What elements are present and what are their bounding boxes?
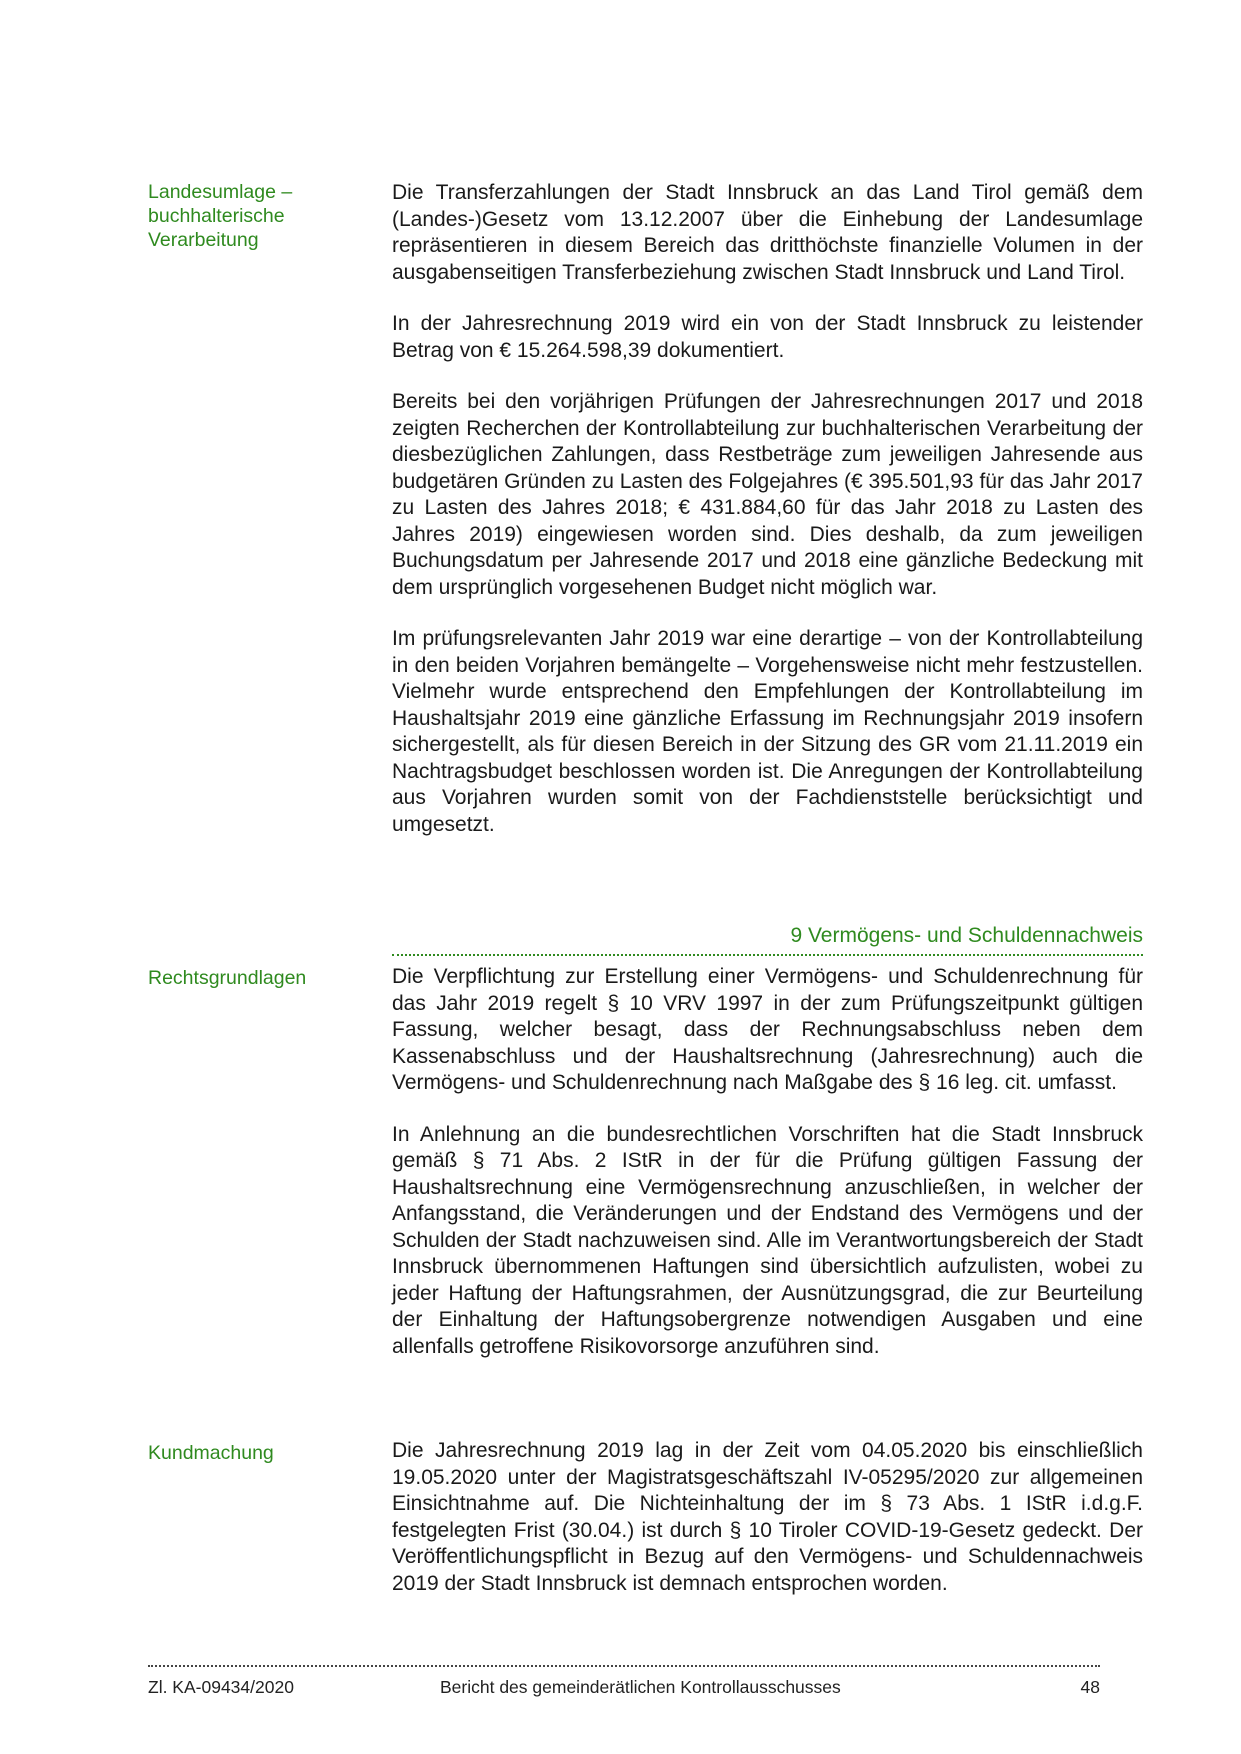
paragraph: In Anlehnung an die bundesrechtlichen Vorschriften hat die Stadt Innsbruck gemäß § 71 Abs. 2 IStR in der für die Prüfung gültigen Fassung der Haushaltsrechnung eine Vermögensrechnung anzuschließen, in welcher der Anfangsstand, die Veränderungen und der Endstand des Vermögens und der Schulden der Stadt nachzuweisen sind. Alle im Verantwortungsbereich der Stadt Innsbruck übernommenen Haftungen sind übersichtlich aufzulisten, wobei zu jeder Haftung der Haftungsrahmen, der Ausnützungsgrad, die zur Beurteilung der Einhaltung der Haftungsobergrenze notwendigen Ausgaben und eine allenfalls getroffene Risikovorsorge anzuführen sind.: [392, 1122, 1143, 1358]
margin-label-rechtsgrundlagen: Rechtsgrundlagen: [148, 967, 307, 989]
footer-reference: Zl. KA-09434/2020: [148, 1677, 294, 1697]
section-kundmachung-body: [392, 1438, 1143, 1622]
section-rechtsgrundlagen-body: [392, 964, 1143, 1385]
footer-divider: [148, 1665, 1100, 1667]
section-heading: 9 Vermögens- und Schuldennachweis: [790, 924, 1143, 947]
footer-title: Bericht des gemeinderätlichen Kontrollausschusses: [440, 1677, 841, 1697]
margin-label-kundmachung: Kundmachung: [148, 1442, 274, 1464]
margin-label-landesumlage: [148, 180, 353, 252]
paragraph: In der Jahresrechnung 2019 wird ein von der Stadt Innsbruck zu leistender Betrag von € 15.264.598,39 dokumentiert.: [392, 312, 1143, 362]
margin-label-line: Verarbeitung: [148, 229, 259, 251]
paragraph: Die Jahresrechnung 2019 lag in der Zeit vom 04.05.2020 bis einschließlich 19.05.2020 unter der Magistratsgeschäftszahl IV-05295/2020 zur allgemeinen Einsichtnahme auf. Die Nichteinhaltung der im § 73 Abs. 1 IStR i.d.g.F. festgelegten Frist (30.04.) ist durch § 10 Tiroler COVID-19-Gesetz gedeckt. Der Veröffentlichungspflicht in Bezug auf den Vermögens- und Schuldennachweis 2019 der Stadt Innsbruck ist demnach entsprochen worden.: [392, 1439, 1143, 1595]
section-landesumlage-body: [392, 180, 1143, 863]
paragraph: Die Transferzahlungen der Stadt Innsbruck an das Land Tirol gemäß dem (Landes-)Gesetz vom 13.12.2007 über die Einhebung der Landesumlage repräsentieren in diesem Bereich das dritthöchste finanzielle Volumen in der ausgabenseitigen Transferbeziehung zwischen Stadt Innsbruck und Land Tirol.: [392, 181, 1143, 284]
margin-label-line: Landesumlage –: [148, 181, 293, 203]
margin-label-line: buchhalterische: [148, 205, 285, 227]
paragraph: Bereits bei den vorjährigen Prüfungen der Jahresrechnungen 2017 und 2018 zeigten Recherchen der Kontrollabteilung zur buchhalterischen Verarbeitung der diesbezüglichen Zahlungen, dass Restbeträge zum jeweiligen Jahresende aus budgetären Gründen zu Lasten des Folgejahres (€ 395.501,93 für das Jahr 2017 zu Lasten des Jahres 2018; € 431.884,60 für das Jahr 2018 zu Lasten des Jahres 2019) eingewiesen worden sind. Dies deshalb, da zum jeweiligen Buchungsdatum per Jahresende 2017 und 2018 eine gänzliche Bedeckung mit dem ursprünglich vorgesehenen Budget nicht möglich war.: [392, 390, 1143, 599]
section-divider: [392, 954, 1143, 956]
paragraph: Im prüfungsrelevanten Jahr 2019 war eine derartige – von der Kontrollabteilung in den beiden Vorjahren bemängelte – Vorgehensweise nicht mehr festzustellen. Vielmehr wurde entsprechend den Empfehlungen der Kontrollabteilung im Haushaltsjahr 2019 eine gänzliche Erfassung im Rechnungsjahr 2019 insofern sichergestellt, als für diesen Bereich in der Sitzung des GR vom 21.11.2019 ein Nachtragsbudget beschlossen worden ist. Die Anregungen der Kontrollabteilung aus Vorjahren wurden somit von der Fachdienststelle berücksichtigt und umgesetzt.: [392, 627, 1143, 836]
paragraph: Die Verpflichtung zur Erstellung einer Vermögens- und Schuldenrechnung für das Jahr 2019 regelt § 10 VRV 1997 in der zum Prüfungszeitpunkt gültigen Fassung, welcher besagt, dass der Rechnungsabschluss neben dem Kassenabschluss und der Haushaltsrechnung (Jahresrechnung) auch die Vermögens- und Schuldenrechnung nach Maßgabe des § 16 leg. cit. umfasst.: [392, 965, 1143, 1094]
page-number: 48: [1080, 1677, 1100, 1697]
